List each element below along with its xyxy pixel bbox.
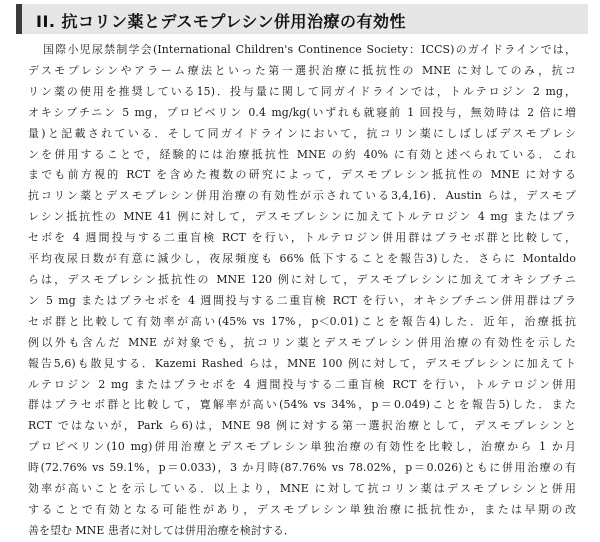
paragraph-line: 善を望む MNE 患者に対しては併用治療を検討する． — [28, 523, 295, 537]
paragraph-line: することで有効となる可能性があり，デスモプレシン単独治療に抵抗性か，または早期の改 — [28, 502, 576, 516]
paragraph-line: オキシブチニン 5 mg，プロピベリン 0.4 mg/kg(いずれも就寝前 1 回投与，無効時は 2 倍に増 — [28, 105, 576, 119]
section-heading: II. 抗コリン薬とデスモプレシン併用治療の有効性 — [36, 12, 406, 31]
body-paragraph — [28, 40, 576, 542]
paragraph-line: 報告5,6)も散見する．Kazemi Rashed らは，MNE 100 例に対して，デスモプレシンに加えてト — [28, 356, 576, 370]
paragraph-line: プロピベリン(10 mg)併用治療とデスモプレシン単独治療の有効性を比較し，治療から 1 か月 — [28, 440, 576, 454]
paragraph-line: 例以外も含んだ MNE が対象でも，抗コリン薬とデスモプレシン併用治療の有効性を示した — [28, 335, 576, 349]
paragraph-line: セボを 4 週間投与する二重盲検 RCT を行い，トルテロジン併用群はプラセボ群と比較して， — [28, 231, 576, 245]
paragraph-line: らは，デスモプレシン抵抗性の MNE 120 例に対して，デスモプレシンに加えてオキシブチニ — [28, 272, 576, 286]
paragraph-line: レシン抵抗性の MNE 41 例に対して，デスモプレシンに加えてトルテロジン 4 mg またはプラ — [28, 210, 576, 224]
paragraph-line: 抗コリン薬とデスモプレシン併用治療の有効性が示されている3,4,16)．Austin らは，デスモプ — [28, 189, 576, 203]
paragraph-line: 量)と記載されている．そして同ガイドラインにおいて，抗コリン薬にしばしばデスモプレシ — [28, 126, 576, 140]
paragraph-line: RCT ではないが，Park ら6)は，MNE 98 例に対する第一選択治療として，デスモプレシンと — [28, 419, 576, 433]
paragraph-line: ンを併用することで，経験的には治療抵抗性 MNE の約 40% に有効と述べられている．これ — [28, 147, 576, 161]
paragraph-line: リン薬の使用を推奨している15)．投与量に関して同ガイドラインでは，トルテロジン 2 mg， — [28, 84, 576, 98]
paragraph-line: 国際小児尿禁制学会(International Children's Continence Society：ICCS)のガイドラインでは， — [43, 43, 576, 56]
paragraph-line: 時(72.76% vs 59.1%，p＝0.033)，3 か月時(87.76% vs 78.02%，p＝0.026)ともに併用治療の有 — [28, 461, 576, 475]
paragraph-line: までも前方視的 RCT を含めた複数の研究によって，デスモプレシン抵抗性の MNE に対する — [28, 168, 576, 182]
paragraph-line: デスモプレシンやアラーム療法といった第一選択治療に抵抗性の MNE に対してのみ，抗コ — [28, 63, 576, 77]
paragraph-line: 効率が高いことを示している．以上より，MNE に対して抗コリン薬はデスモプレシンと併用 — [28, 482, 576, 496]
section-heading-bar — [16, 4, 588, 34]
paragraph-line: セボ群と比較して有効率が高い(45% vs 17%，p＜0.01)ことを報告4)した．近年，治療抵抗 — [28, 314, 576, 328]
paragraph-line: 群はプラセボ群と比較して，寛解率が高い(54% vs 34%，p＝0.049)ことを報告5)した．また — [28, 398, 576, 412]
paragraph-line: ン 5 mg またはプラセボを 4 週間投与する二重盲検 RCT を行い，オキシブチニン併用群はプラ — [28, 293, 576, 307]
paragraph-line: ルテロジン 2 mg またはプラセボを 4 週間投与する二重盲検 RCT を行い，トルテロジン併用 — [28, 377, 576, 391]
paragraph-line: 平均夜尿日数が有意に減少し，夜尿頻度も 66% 低下することを報告3)した．さらに Montaldo — [28, 252, 576, 266]
